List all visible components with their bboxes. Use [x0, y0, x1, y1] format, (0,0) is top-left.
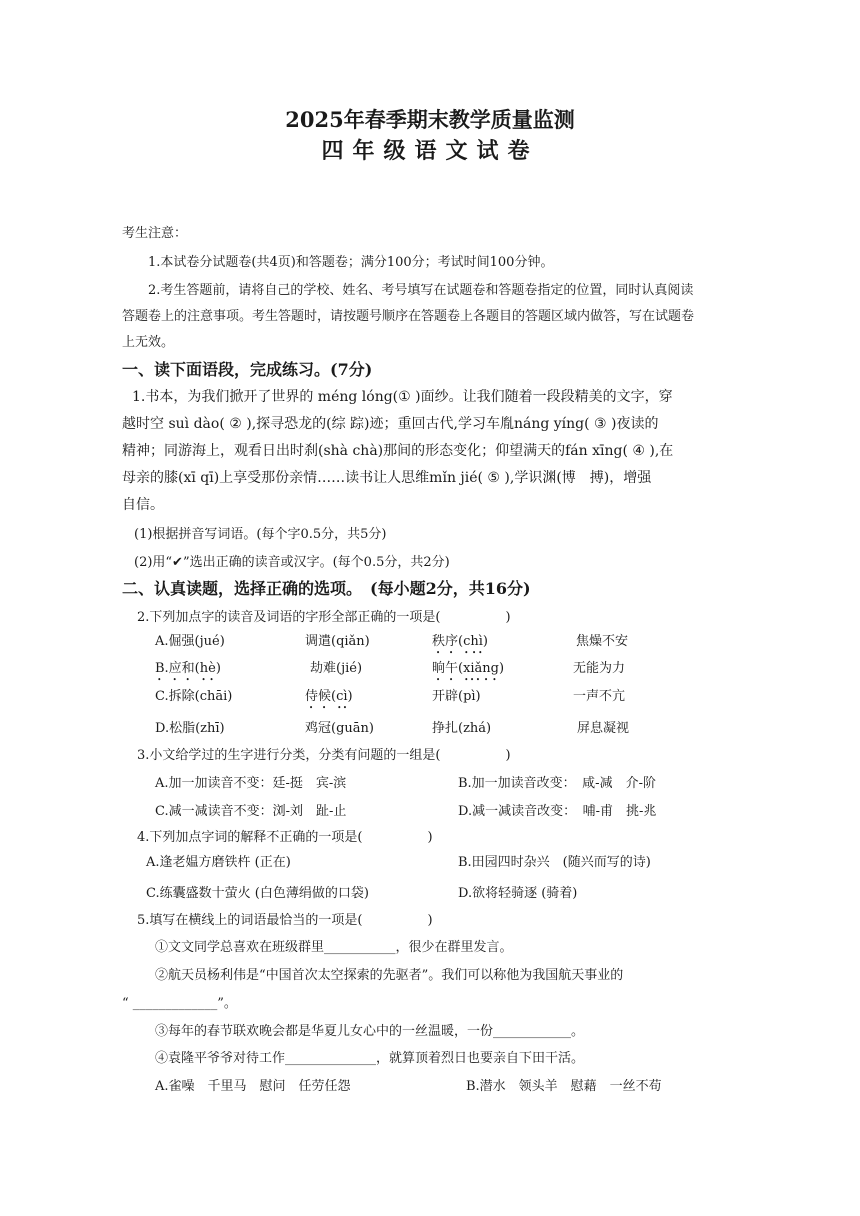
- section-1-paragraph-line-1: 1.书本，为我们掀开了世界的 méng lóng(① )面纱。让我们随着一段段精美的文字，穿: [132, 389, 673, 405]
- q5-sentence-2-line-2: “ _____________”。: [122, 996, 237, 1011]
- question-2-stem: 2.下列加点字的读音及词语的字形全部正确的一项是( ): [137, 610, 511, 625]
- q5-sentence-2-line-1: ②航天员杨利伟是“中国首次太空探索的先驱者”。我们可以称他为我国航天事业的: [155, 968, 624, 983]
- q4-option-a: A.逢老媪方磨铁杵 (正在): [146, 855, 291, 870]
- question-4-stem: 4.下列加点字词的解释不正确的一项是( ): [137, 830, 433, 845]
- section-1-paragraph-line-5: 自信。: [122, 497, 164, 513]
- section-1-paragraph-line-4: 母亲的膝(xī qī)上享受那份亲情……读书让人思维mǐn jié( ⑤ ),学识渊(博 搏)，增强: [122, 470, 652, 486]
- q3-option-b: B.加一加读音改变： 咸-减 介-阶: [458, 776, 656, 791]
- q3-option-c: C.减一减读音不变：浏-刘 趾-止: [155, 804, 347, 819]
- q2-option-a-word-1: A.倔强(jué): [155, 634, 225, 649]
- q2-option-d-word-4: 屏息凝视: [577, 721, 630, 736]
- q5-option-a: A.雀噪 千里马 慰问 任劳任怨: [155, 1079, 351, 1094]
- notice-item-2-line-1: 2.考生答题前，请将自己的学校、姓名、考号填写在试题卷和答题卷指定的位置，同时认真阅读: [148, 283, 694, 298]
- q5-option-b: B.潜水 领头羊 慰藉 一丝不苟: [466, 1079, 662, 1094]
- q4-option-d: D.欲将轻骑逐 (骑着): [458, 886, 578, 901]
- q2-option-a-word-4: 焦燥不安: [576, 634, 629, 649]
- q2-option-b-word-3: 晌午(xiǎng): [432, 661, 505, 676]
- q2-option-b-word-4: 无能为力: [573, 661, 626, 676]
- notice-item-2-line-2: 答题卷上的注意事项。考生答题时，请按题号顺序在答题卷上各题目的答题区域内做答，写在试题卷: [122, 309, 695, 324]
- q2-option-a-word-3: 秩序(chì): [432, 634, 488, 649]
- notice-item-2-line-3: 上无效。: [122, 335, 175, 350]
- exam-subtitle: 四年级语文试卷: [321, 138, 539, 164]
- q5-sentence-3: ③每年的春节联欢晚会都是华夏儿女心中的一丝温暖，一份____________。: [155, 1024, 585, 1039]
- q2-option-b-word-2: 劫难(jié): [310, 661, 363, 676]
- q5-sentence-1: ①文文同学总喜欢在班级群里___________，很少在群里发言。: [155, 940, 513, 955]
- question-3-stem: 3.小文给学过的生字进行分类，分类有问题的一组是( ): [137, 748, 511, 763]
- section-1-sub-question-2: (2)用“✔”选出正确的读音或汉字。(每个0.5分，共2分): [134, 555, 450, 570]
- question-5-stem: 5.填写在横线上的词语最恰当的一项是( ): [137, 913, 433, 928]
- q2-option-c-word-2: 侍候(cì): [305, 689, 353, 704]
- q4-option-c: C.练囊盛数十萤火 (白色薄绢做的口袋): [146, 886, 369, 901]
- section-2-heading: 二、认真读题，选择正确的选项。 (每小题2分，共16分): [122, 579, 531, 598]
- exam-title: 2025年春季期末教学质量监测: [285, 107, 575, 132]
- q2-option-c-word-4: 一声不亢: [573, 689, 626, 704]
- q2-option-b-word-1: B.应和(hè): [155, 661, 221, 676]
- notice-label: 考生注意：: [122, 226, 188, 241]
- section-1-paragraph-line-3: 精神；同游海上，观看日出时刹(shà chà)那间的形态变化；仰望满天的fán xīng( ④ ),在: [122, 443, 674, 459]
- q2-option-d-word-2: 鸡冠(guān): [305, 721, 374, 736]
- q2-option-a-word-2: 调遣(qiǎn): [305, 634, 370, 649]
- q2-option-c-word-3: 开辟(pì): [432, 689, 481, 704]
- q2-option-d-word-1: D.松脂(zhī): [155, 721, 225, 736]
- notice-item-1: 1.本试卷分试题卷(共4页)和答题卷；满分100分；考试时间100分钟。: [148, 255, 554, 270]
- q3-option-d: D.减一减读音改变： 哺-甫 挑-兆: [458, 804, 657, 819]
- section-1-heading: 一、读下面语段，完成练习。(7分): [122, 360, 373, 379]
- q3-option-a: A.加一加读音不变：廷-挺 宾-滨: [155, 776, 347, 791]
- section-1-sub-question-1: (1)根据拼音写词语。(每个字0.5分，共5分): [134, 527, 387, 542]
- q2-option-d-word-3: 挣扎(zhá): [432, 721, 492, 736]
- q5-sentence-4: ④袁隆平爷爷对待工作______________，就算顶着烈日也要亲自下田干活。: [155, 1051, 585, 1066]
- q4-option-b: B.田园四时杂兴 (随兴而写的诗): [458, 855, 651, 870]
- section-1-paragraph-line-2: 越时空 suì dào( ② ),探寻恐龙的(综 踪)迹；重回古代,学习车胤náng yíng( ③ )夜读的: [122, 416, 659, 432]
- q2-option-c-word-1: C.拆除(chāi): [155, 689, 233, 704]
